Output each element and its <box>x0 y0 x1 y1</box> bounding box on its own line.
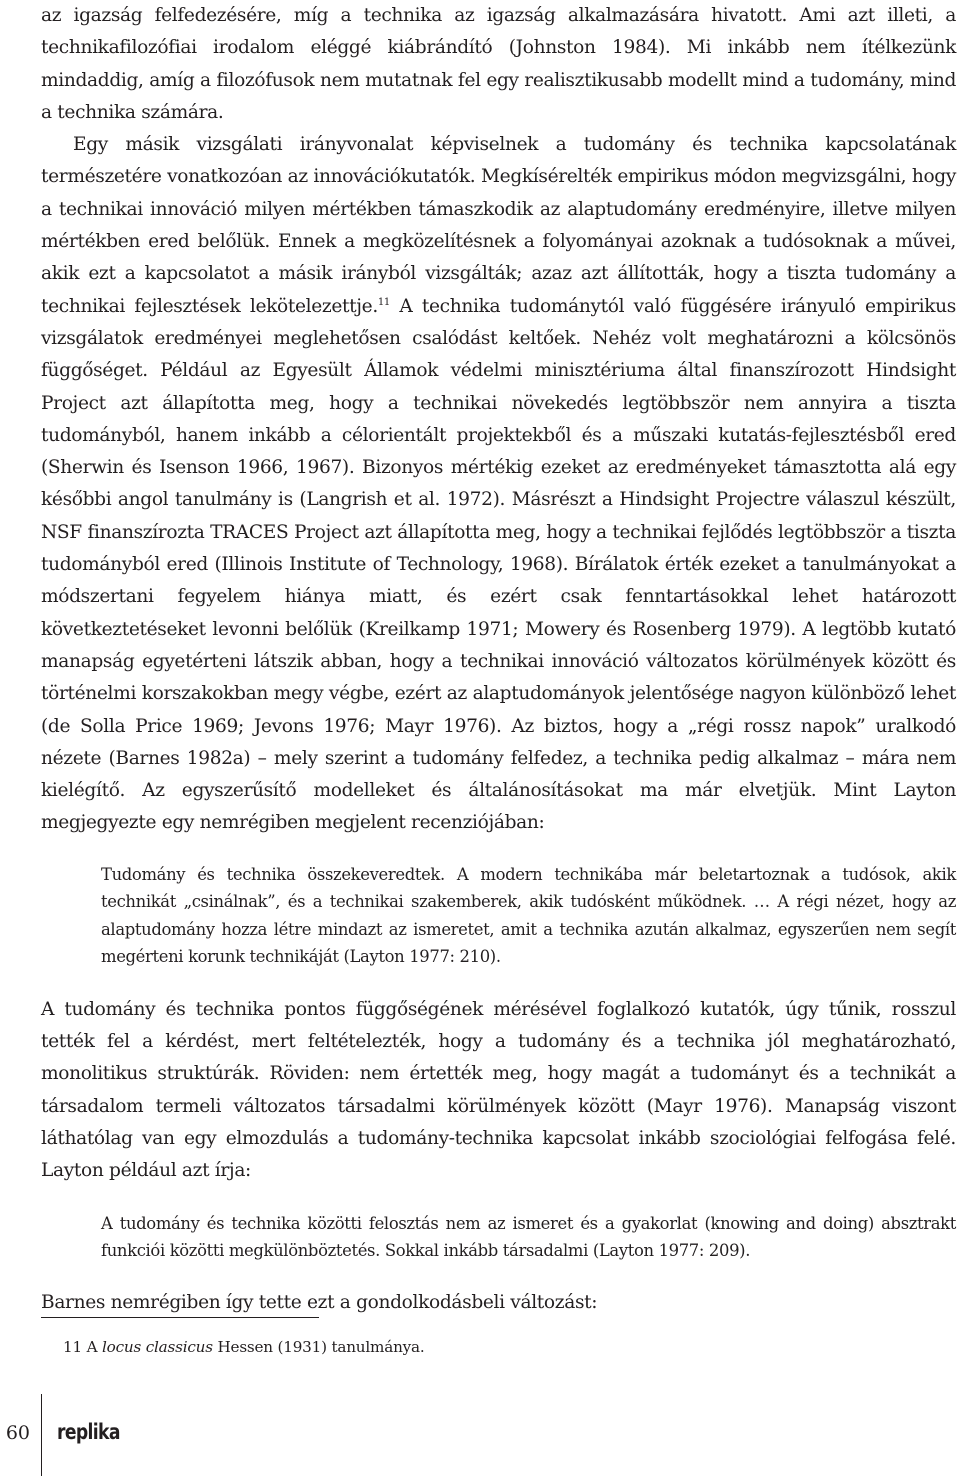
footnote-reference: 11 <box>377 296 390 308</box>
block-quote-1: Tudomány és technika összekeveredtek. A modern technikába már beletartoznak a tudósok, akik technikát „csinálnak”, és a technikai szakemberek, akik tudósként működnek. … A régi nézet, hogy az alaptudomány hozza létre mindazt az ismeretet, amit a technika azután alkalmaz, egyszerűen nem segít megérteni korunk technikáját (Layton 1977: 210). <box>101 864 956 967</box>
paragraph-2-part-b: A technika tudománytól való függésére irányuló empirikus vizsgálatok eredményei meglehetősen csalódást keltőek. Nehéz volt meghatározni a kölcsönös függőséget. Például az Egyesült Államok védelmi minisztériuma által finanszírozott Hindsight Project azt állapította meg, hogy a technikai növekedés legtöbbször nem annyira a tiszta tudományból, hanem inkább a célorientált projektekből és a műszaki kutatás-fejlesztésből ered (Sherwin és Isenson 1966, 1967). Bizonyos mértékig ezeket az eredményeket támasztotta alá egy későbbi angol tanulmány is (Langrish et al. 1972). Másrészt a Hindsight Projectre válaszul készült, NSF finanszírozta TRACES Project azt állapította meg, hogy a technikai fejlődés legtöbbször a tiszta tudományból ered (Illinois Institute of Technology, 1968). Bírálatok érték ezeket a tanulmányokat a módszertani fegyelem hiánya miatt, és ezért csak fenntartásokkal lehet határozott következtetéseket levonni belőlük (Kreilkamp 1971; Mowery és Rosenberg 1979). A legtöbb kutató manapság egyetérteni látszik abban, hogy a technikai innováció változatos körülmények között és történelmi korszakokban megy végbe, ezért az alaptudományok jelentősége nagyon különböző lehet (de Solla Price 1969; Jevons 1976; Mayr 1976). Az biztos, hogy a „régi rossz napok” uralkodó nézete (Barnes 1982a) – mely szerint a tudomány felfedez, a technika pedig alkalmaz – mára nem kielégítő. Az egyszerűsítő modelleket és általánosításokat ma már elvetjük. Mint Layton megjegyezte egy nemrégiben megjelent recenziójában: <box>41 295 956 834</box>
block-quote-2: A tudomány és technika közötti felosztás nem az ismeret és a gyakorlat (knowing and doing) absztrakt funkciói közötti megkülönböztetés. Sokkal inkább társadalmi (Layton 1977: 209). <box>101 1213 956 1260</box>
page-number: 60 <box>5 1422 30 1444</box>
paragraph-1: az igazság felfedezésére, míg a technika az igazság alkalmazására hivatott. Ami azt illeti, a technikafilozófiai irodalom eléggé kiábrándító (Johnston 1984). Mi inkább nem ítélkezünk mindaddig, amíg a filozófusok nem mutatnak fel egy realisztikusabb modellt mind a tudomány, mind a technika számára. <box>41 5 956 123</box>
footer-vertical-rule <box>41 1394 42 1476</box>
journal-logo: replika <box>57 1420 120 1444</box>
paragraph-2 <box>41 129 956 840</box>
paragraph-3: A tudomány és technika pontos függőségének mérésével foglalkozó kutatók, úgy tűnik, rosszul tették fel a kérdést, mert feltételezték, hogy a tudomány és a technika jól meghatározható, monolitikus struktúrák. Röviden: nem értették meg, hogy magát a tudományt és a technikát a társadalom termeli változatos társadalmi körülmények között (Mayr 1976). Manapság viszont láthatólag van egy elmozdulás a tudomány-technika kapcsolat inkább szociológiai felfogása felé. Layton például azt írja: <box>41 998 956 1182</box>
footnote-text: Hessen (1931) tanulmánya. <box>217 1338 425 1356</box>
footnote-prefix: A <box>86 1338 98 1356</box>
footnote-number: 11 <box>63 1338 82 1356</box>
footnote-divider <box>41 1317 319 1318</box>
paragraph-4: Barnes nemrégiben így tette ezt a gondolkodásbeli változást: <box>41 1291 598 1313</box>
paragraph-2-part-a: Egy másik vizsgálati irányvonalat képviselnek a tudomány és technika kapcsolatának természetére vonatkozóan az innovációkutatók. Megkísérelték empirikus módon megvizsgálni, hogy a technikai innováció milyen mértékben támaszkodik az alaptudomány eredményire, illetve milyen mértékben ered belőlük. Ennek a megközelítésnek a folyományai azoknak a tudósoknak a művei, akik ezt a kapcsolatot a másik irányból vizsgálták; azaz azt állították, hogy a tiszta tudomány a technikai fejlesztések lekötelezettje. <box>41 134 956 317</box>
body-text <box>41 0 956 1319</box>
footnote <box>63 1337 425 1357</box>
footnote-italic-term: locus classicus <box>102 1338 213 1356</box>
